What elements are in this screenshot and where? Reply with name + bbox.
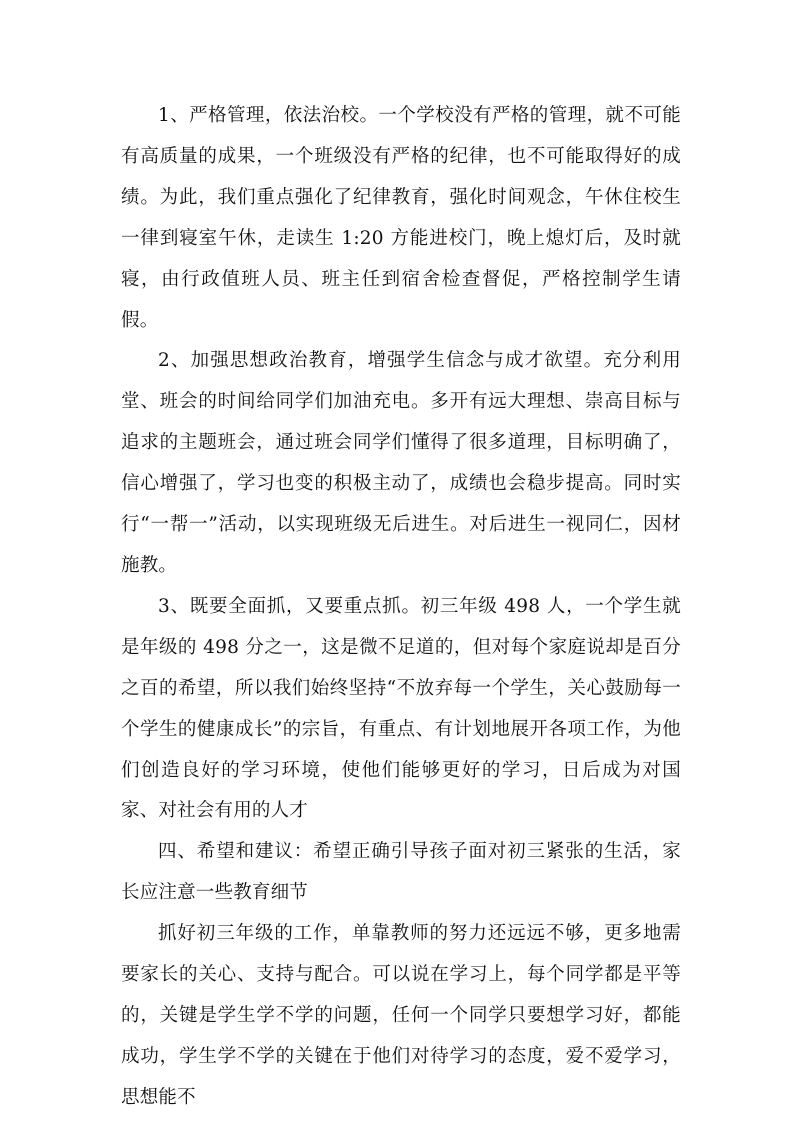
paragraph-comprehensive-focus: 3、既要全面抓，又要重点抓。初三年级 498 人，一个学生就是年级的 498 分之一，这是微不足道的，但对每个家庭说却是百分之百的希望，所以我们始终坚持“不放弃每一个学生，关心鼓励每一个学生的健康成长”的宗旨，有重点、有计划地展开各项工作，为他们创造良好的学习环境，使他们能够更好的学习，日后成为对国家、对社会有用的人才 xyxy=(121,595,681,822)
section-heading-hopes-suggestions: 四、希望和建议：希望正确引导孩子面对初三紧张的生活，家长应注意一些教育细节 xyxy=(121,841,681,904)
paragraph-strict-management: 1、严格管理，依法治校。一个学校没有严格的管理，就不可能有高质量的成果，一个班级没有严格的纪律，也不可能取得好的成绩。为此，我们重点强化了纪律教育，强化时间观念，午休住校生一律到寝室午休，走读生 1:20 方能进校门，晚上熄灯后，及时就寝，由行政值班人员、班主任到宿舍检查督促，严格控制学生请假。 xyxy=(121,105,681,331)
paragraph-ideological-education: 2、加强思想政治教育，增强学生信念与成才欲望。充分利用堂、班会的时间给同学们加油充电。多开有远大理想、崇高目标与追求的主题班会，通过班会同学们懂得了很多道理，目标明确了，信心增强了，学习也变的积极主动了，成绩也会稳步提高。同时实行“一帮一”活动，以实现班级无后进生。对后进生一视同仁，因材施教。 xyxy=(121,350,681,576)
paragraph-parent-support: 抓好初三年级的工作，单靠教师的努力还远远不够，更多地需要家长的关心、支持与配合。可以说在学习上，每个同学都是平等的，关键是学生学不学的问题，任何一个同学只要想学习好，都能成功，学生学不学的关键在于他们对待学习的态度，爱不爱学习，思想能不 xyxy=(121,923,681,1108)
document-body xyxy=(121,96,681,1119)
